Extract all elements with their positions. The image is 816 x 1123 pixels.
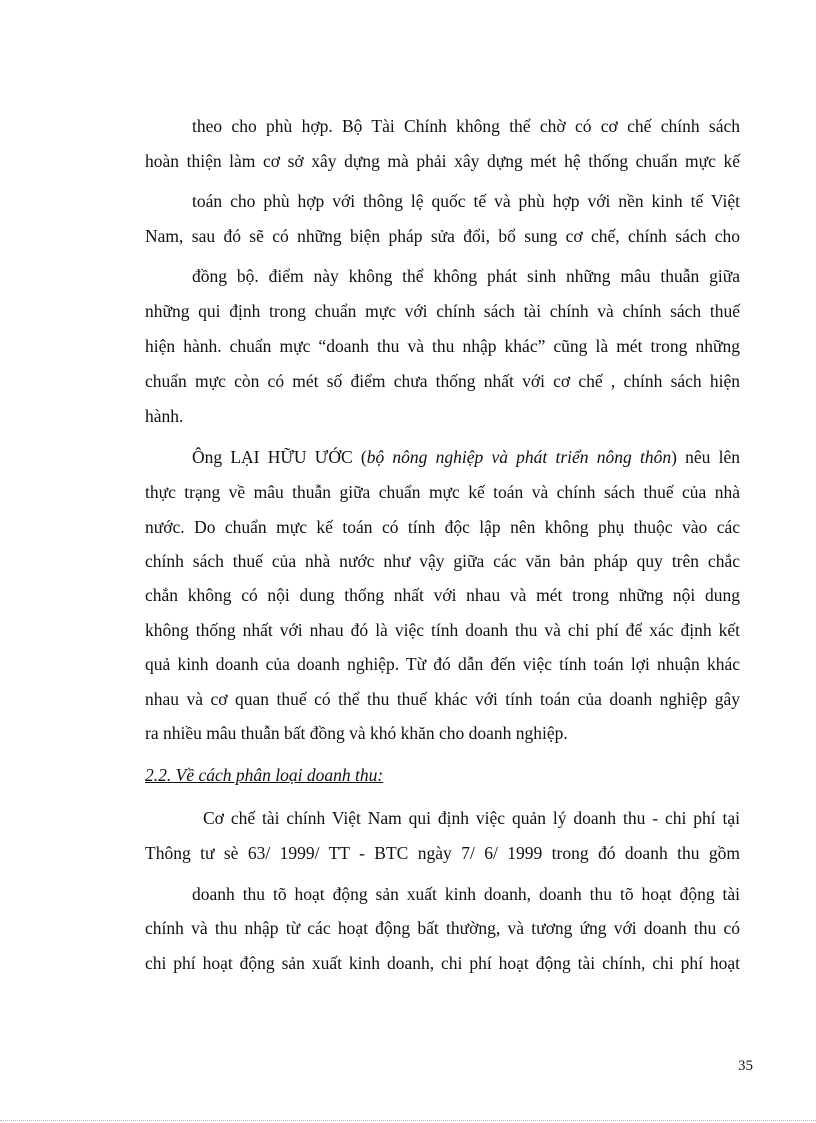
text-line: thực trạng về mâu thuẫn giữa chuẩn mực kế toán và chính sách thuế của nhà	[145, 482, 740, 502]
page-bottom-divider	[0, 1120, 816, 1121]
text-line: Cơ chế tài chính Việt Nam qui định việc quản lý doanh thu - chi phí tại	[203, 808, 740, 828]
text-line: doanh thu tõ hoạt động sản xuất kinh doanh, doanh thu tõ hoạt động tài	[192, 884, 740, 904]
text-line: hiện hành. chuẩn mực “doanh thu và thu nhập khác” cũng là mét trong những	[145, 336, 740, 356]
text-line: chắn không có nội dung thống nhất với nhau và mét trong những nội dung	[145, 585, 740, 605]
text-line: nước. Do chuẩn mực kế toán có tính độc lập nên không phụ thuộc vào các	[145, 517, 740, 537]
text-line: chi phí hoạt động sản xuất kinh doanh, chi phí hoạt động tài chính, chi phí hoạt	[145, 953, 740, 973]
text-line: theo cho phù hợp. Bộ Tài Chính không thể chờ có cơ chế chính sách	[192, 116, 740, 136]
text-line: Thông tư sè 63/ 1999/ TT - BTC ngày 7/ 6/ 1999 trong đó doanh thu gồm	[145, 843, 740, 863]
text-line: chính và thu nhập từ các hoạt động bất thường, và tương ứng với doanh thu có	[145, 918, 740, 938]
text-line: Nam, sau đó sẽ có những biện pháp sửa đổi, bổ sung cơ chế, chính sách cho	[145, 226, 740, 246]
text-line: hoàn thiện làm cơ sở xây dựng mà phải xây dựng mét hệ thống chuẩn mực kế	[145, 151, 740, 171]
text-line	[192, 446, 740, 468]
text-line: không thống nhất với nhau đó là việc tính doanh thu và chi phí để xác định kết	[145, 620, 740, 640]
text-line: nhau và cơ quan thuế có thể thu thuế khác với tính toán của doanh nghiệp gây	[145, 689, 740, 709]
text-line: hành.	[145, 406, 184, 426]
text-line: đồng bộ. điểm này không thể không phát sinh những mâu thuẫn giữa	[192, 266, 740, 286]
page-number: 35	[738, 1058, 753, 1074]
text-line: những qui định trong chuẩn mực với chính sách tài chính và chính sách thuế	[145, 301, 740, 321]
text-line: chuẩn mực còn có mét số điểm chưa thống nhất với cơ chế , chính sách hiện	[145, 371, 740, 391]
text-line: toán cho phù hợp với thông lệ quốc tế và phù hợp với nền kinh tế Việt	[192, 191, 740, 211]
text-line: ra nhiều mâu thuẫn bất đồng và khó khăn cho doanh nghiệp.	[145, 723, 568, 743]
speaker-affiliation: bộ nông nghiệp và phát triển nông thôn	[366, 447, 672, 467]
section-heading: 2.2. Về cách phân loại doanh thu:	[145, 765, 384, 785]
speaker-name: Ông LẠI HỮU ƯỚC (	[192, 447, 367, 467]
text-fragment: ) nêu lên	[671, 447, 740, 467]
text-line: chính sách thuế của nhà nước như vậy giữa các văn bản pháp quy trên chắc	[145, 551, 740, 571]
text-line: quả kinh doanh của doanh nghiệp. Từ đó dẫn đến việc tính toán lợi nhuận khác	[145, 654, 740, 674]
